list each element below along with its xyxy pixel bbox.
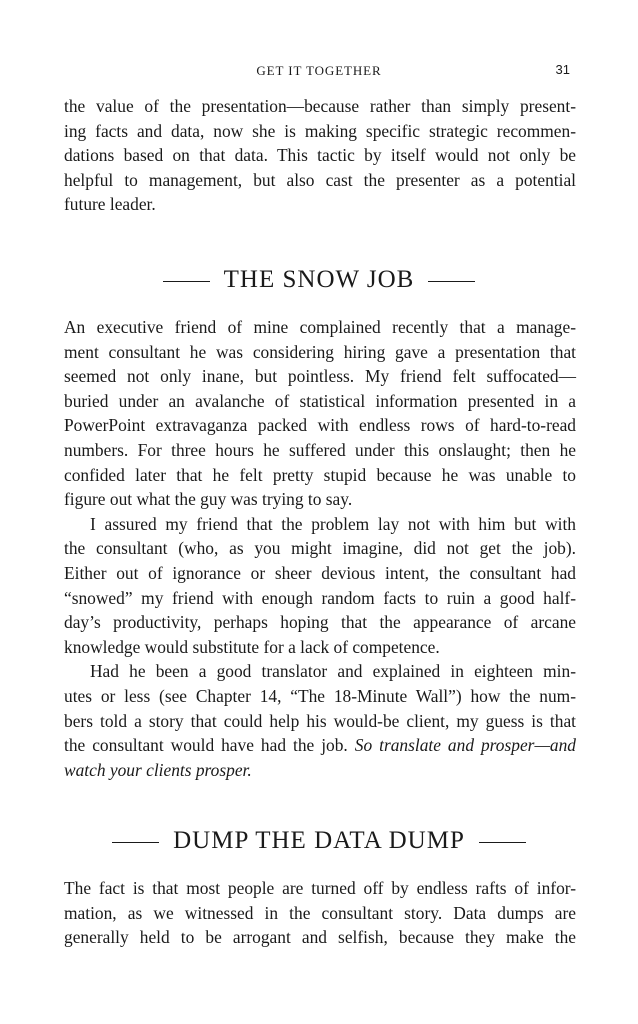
section-heading-text: THE SNOW JOB: [223, 266, 415, 293]
italic-text-run: So translate and prosper—and: [354, 735, 576, 756]
text-line: day’s productivity, perhaps hoping that the appearance of arcane: [64, 612, 576, 633]
text-line: ment consultant he was considering hiring gave a presentation that: [64, 341, 576, 362]
text-line: PowerPoint extravaganza packed with endless rows of hard-to-read: [64, 415, 576, 436]
section-heading-text: DUMP THE DATA DUMP: [173, 827, 465, 854]
text-line: the value of the presentation—because rather than simply present-: [64, 96, 576, 116]
text-line: The fact is that most people are turned off by endless rafts of infor-: [64, 878, 576, 898]
text-line: [64, 758, 576, 783]
text-line: mation, as we witnessed in the consultant story. Data dumps are: [64, 902, 576, 923]
page-number: 31: [555, 62, 570, 77]
running-title: GET IT TOGETHER: [256, 63, 382, 78]
text-line: [64, 733, 576, 758]
snow-job-body: [64, 315, 576, 782]
heading-rule-right: [428, 281, 475, 282]
text-run: the consultant would have had the job.: [64, 735, 348, 756]
text-line: knowledge would substitute for a lack of competence.: [64, 636, 440, 657]
running-header: [0, 62, 638, 80]
text-line: bers told a story that could help his would-be client, my guess is that: [64, 710, 576, 731]
text-line: Either out of ignorance or sheer devious intent, the consultant had: [64, 562, 576, 583]
section-heading-snow-job: [0, 266, 638, 294]
text-line: future leader.: [64, 194, 156, 215]
heading-rule-left: [163, 281, 210, 282]
heading-rule-left: [112, 842, 159, 843]
text-line: seemed not only inane, but pointless. My friend felt suffocated—: [64, 366, 576, 387]
text-line: figure out what the guy was trying to say.: [64, 489, 353, 510]
text-line: “snowed” my friend with enough random facts to ruin a good half-: [64, 587, 576, 608]
italic-text-run: watch your clients prosper.: [64, 759, 252, 780]
text-line: numbers. For three hours he suffered under this onslaught; then he: [64, 439, 576, 460]
text-line: utes or less (see Chapter 14, “The 18-Minute Wall”) how the num-: [64, 685, 576, 706]
text-line: ing facts and data, now she is making specific strategic recommen-: [64, 120, 576, 141]
text-line: An executive friend of mine complained recently that a manage-: [64, 317, 576, 337]
text-line: generally held to be arrogant and selfish, because they make the: [64, 927, 576, 948]
text-line: buried under an avalanche of statistical information presented in a: [64, 390, 576, 411]
data-dump-body: [64, 876, 576, 950]
heading-rule-right: [479, 842, 526, 843]
text-line: dations based on that data. This tactic by itself would not only be: [64, 145, 576, 166]
text-line: Had he been a good translator and explained in eighteen min-: [90, 661, 576, 682]
text-line: the consultant (who, as you might imagine, did not get the job).: [64, 538, 576, 559]
text-line: helpful to management, but also cast the presenter as a potential: [64, 169, 576, 190]
intro-paragraph: [64, 94, 576, 217]
text-line: confided later that he felt pretty stupid because he was unable to: [64, 464, 576, 485]
text-line: I assured my friend that the problem lay not with him but with: [90, 513, 576, 534]
section-heading-data-dump: [0, 827, 638, 855]
